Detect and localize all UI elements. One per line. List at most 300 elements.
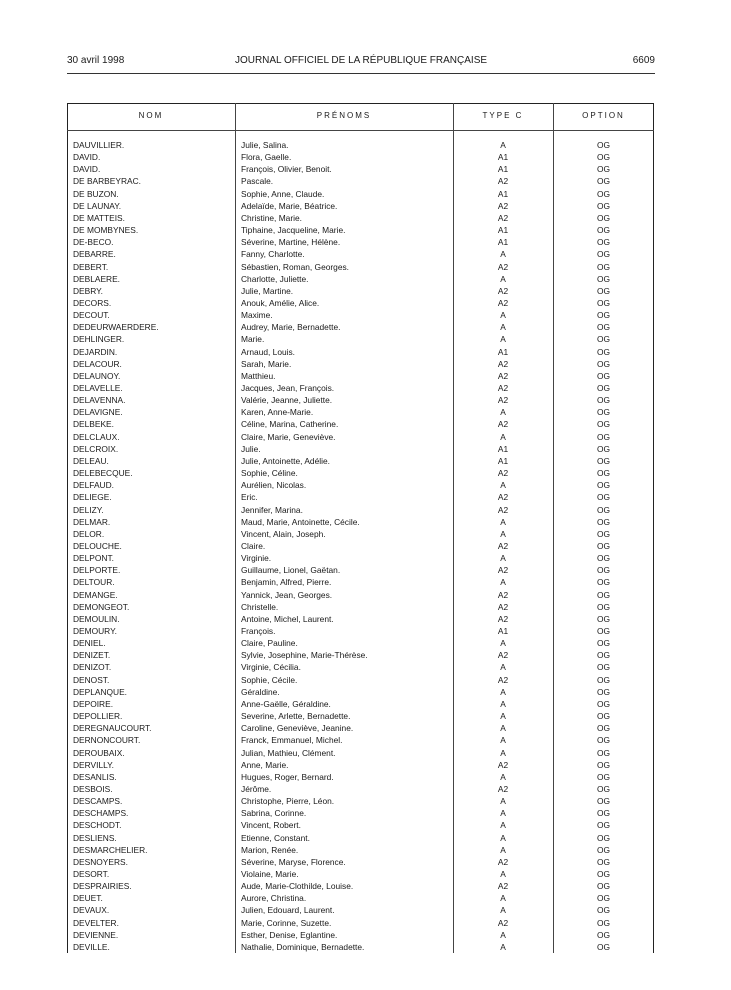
cell-prenoms: Sophie, Cécile. bbox=[241, 674, 298, 685]
table-row bbox=[0, 698, 731, 710]
cell-type: A bbox=[500, 796, 506, 807]
cell-type: A bbox=[500, 941, 506, 952]
cell-prenoms: Géraldine. bbox=[241, 686, 280, 697]
cell-type: A bbox=[500, 577, 506, 588]
cell-type: A bbox=[500, 711, 506, 722]
cell-type: A bbox=[500, 249, 506, 260]
cell-nom: DEJARDIN. bbox=[73, 346, 118, 357]
cell-type: A bbox=[500, 905, 506, 916]
cell-nom: DEMANGE. bbox=[73, 589, 118, 600]
cell-prenoms: Aurore, Christina. bbox=[241, 893, 307, 904]
cell-option: OG bbox=[596, 152, 611, 163]
table-row bbox=[0, 613, 731, 625]
cell-option: OG bbox=[596, 285, 611, 296]
cell-option: OG bbox=[596, 747, 611, 758]
header-rule bbox=[67, 73, 655, 74]
cell-option: OG bbox=[596, 383, 611, 393]
cell-nom: DESMARCHELIER. bbox=[73, 844, 148, 855]
cell-prenoms: Guillaume, Lionel, Gaëtan. bbox=[241, 565, 341, 576]
cell-type: A2 bbox=[497, 200, 509, 211]
cell-option: OG bbox=[596, 723, 611, 734]
cell-option: OG bbox=[596, 674, 611, 685]
column-header-option: OPTION bbox=[582, 111, 625, 120]
cell-prenoms: Caroline, Geneviève, Jeanine. bbox=[241, 723, 354, 734]
cell-type: A2 bbox=[497, 917, 509, 928]
cell-type: A bbox=[500, 686, 506, 697]
cell-type: A bbox=[500, 516, 506, 527]
cell-prenoms: Sabrina, Corinne. bbox=[241, 808, 307, 819]
cell-nom: DE LAUNAY. bbox=[73, 200, 122, 211]
cell-nom: DEMOULIN. bbox=[73, 613, 120, 624]
table-row bbox=[0, 285, 731, 297]
journal-title: JOURNAL OFFICIEL DE LA RÉPUBLIQUE FRANÇAISE bbox=[234, 55, 488, 66]
cell-type: A2 bbox=[497, 504, 509, 515]
cell-type: A2 bbox=[497, 297, 509, 308]
cell-nom: DESCHODT. bbox=[73, 820, 122, 831]
cell-prenoms: Sylvie, Josephine, Marie-Thérèse. bbox=[241, 650, 368, 661]
cell-prenoms: Julie, Salina. bbox=[241, 140, 289, 150]
cell-prenoms: François. bbox=[241, 626, 276, 636]
cell-type: A1 bbox=[497, 455, 509, 466]
cell-prenoms: Maxime. bbox=[241, 310, 273, 321]
cell-option: OG bbox=[596, 273, 611, 284]
cell-type: A bbox=[500, 747, 506, 758]
cell-nom: DELPONT. bbox=[73, 553, 114, 564]
cell-nom: DEVIENNE. bbox=[73, 929, 119, 940]
cell-nom: DELAVELLE. bbox=[73, 383, 123, 393]
cell-type: A2 bbox=[497, 674, 509, 685]
cell-nom: DELAVENNA. bbox=[73, 395, 126, 406]
cell-option: OG bbox=[596, 468, 611, 479]
cell-type: A bbox=[500, 869, 506, 879]
table-row bbox=[0, 783, 731, 795]
cell-option: OG bbox=[596, 528, 611, 539]
cell-option: OG bbox=[596, 176, 611, 187]
table-row bbox=[0, 212, 731, 224]
table-row bbox=[0, 261, 731, 273]
cell-option: OG bbox=[596, 650, 611, 661]
cell-nom: DEPLANQUE. bbox=[73, 686, 127, 697]
cell-prenoms: Vincent, Robert. bbox=[241, 820, 301, 831]
cell-prenoms: Claire, Pauline. bbox=[241, 638, 298, 649]
cell-type: A1 bbox=[497, 626, 509, 636]
cell-type: A bbox=[500, 893, 506, 904]
cell-prenoms: Jacques, Jean, François. bbox=[241, 383, 335, 393]
cell-prenoms: Violaine, Marie. bbox=[241, 869, 299, 879]
cell-prenoms: Julie. bbox=[241, 443, 261, 454]
cell-prenoms: Sarah, Marie. bbox=[241, 358, 292, 369]
cell-type: A1 bbox=[497, 346, 509, 357]
cell-type: A bbox=[500, 638, 506, 649]
table-row bbox=[0, 455, 731, 467]
cell-type: A2 bbox=[497, 468, 509, 479]
table-row bbox=[0, 297, 731, 309]
cell-type: A2 bbox=[497, 601, 509, 612]
cell-nom: DE MOMBYNES. bbox=[73, 225, 139, 236]
table-row bbox=[0, 467, 731, 479]
cell-prenoms: Esther, Denise, Eglantine. bbox=[241, 929, 338, 940]
cell-type: A bbox=[500, 771, 506, 782]
cell-nom: DERVILLY. bbox=[73, 759, 114, 770]
cell-type: A2 bbox=[497, 370, 509, 381]
cell-prenoms: Christelle. bbox=[241, 601, 279, 612]
column-header-prenoms: PRÉNOMS bbox=[316, 111, 372, 120]
cell-option: OG bbox=[596, 820, 611, 831]
cell-nom: DELOUCHE. bbox=[73, 540, 122, 551]
table-row bbox=[0, 309, 731, 321]
cell-option: OG bbox=[596, 358, 611, 369]
cell-prenoms: Maud, Marie, Antoinette, Cécile. bbox=[241, 516, 360, 527]
cell-option: OG bbox=[596, 881, 611, 892]
table-row bbox=[0, 807, 731, 819]
cell-nom: DENOST. bbox=[73, 674, 110, 685]
cell-prenoms: Charlotte, Juliette. bbox=[241, 273, 309, 284]
table-row bbox=[0, 358, 731, 370]
cell-nom: DEBARRE. bbox=[73, 249, 116, 260]
cell-prenoms: Yannick, Jean, Georges. bbox=[241, 589, 333, 600]
cell-type: A bbox=[500, 528, 506, 539]
table-row bbox=[0, 917, 731, 929]
cell-prenoms: Franck, Emmanuel, Michel. bbox=[241, 735, 343, 746]
cell-option: OG bbox=[596, 941, 611, 952]
cell-nom: DESNOYERS. bbox=[73, 856, 128, 867]
table-row bbox=[0, 649, 731, 661]
cell-type: A2 bbox=[497, 613, 509, 624]
cell-nom: DEPOIRE. bbox=[73, 698, 114, 709]
cell-prenoms: Karen, Anne-Marie. bbox=[241, 407, 314, 418]
table-row bbox=[0, 734, 731, 746]
cell-option: OG bbox=[596, 480, 611, 491]
cell-prenoms: Jennifer, Marina. bbox=[241, 504, 303, 515]
cell-prenoms: Audrey, Marie, Bernadette. bbox=[241, 322, 341, 333]
cell-type: A2 bbox=[497, 419, 509, 430]
cell-prenoms: Flora, Gaelle. bbox=[241, 152, 292, 163]
cell-nom: DELPORTE. bbox=[73, 565, 121, 576]
cell-nom: DESANLIS. bbox=[73, 771, 117, 782]
cell-type: A2 bbox=[497, 285, 509, 296]
cell-type: A2 bbox=[497, 565, 509, 576]
cell-option: OG bbox=[596, 407, 611, 418]
cell-nom: DELAUNOY. bbox=[73, 370, 121, 381]
cell-type: A1 bbox=[497, 164, 509, 175]
cell-prenoms: Christophe, Pierre, Léon. bbox=[241, 796, 335, 807]
cell-prenoms: Anne, Marie. bbox=[241, 759, 289, 770]
cell-prenoms: Marie. bbox=[241, 334, 265, 345]
cell-option: OG bbox=[596, 686, 611, 697]
cell-option: OG bbox=[596, 856, 611, 867]
cell-option: OG bbox=[596, 419, 611, 430]
cell-type: A bbox=[500, 310, 506, 321]
table-row bbox=[0, 248, 731, 260]
cell-nom: DELFAUD. bbox=[73, 480, 114, 491]
cell-prenoms: Marion, Renée. bbox=[241, 844, 299, 855]
cell-type: A2 bbox=[497, 589, 509, 600]
cell-option: OG bbox=[596, 346, 611, 357]
column-header-nom: NOM bbox=[138, 111, 164, 120]
cell-type: A2 bbox=[497, 212, 509, 223]
table-row bbox=[0, 370, 731, 382]
cell-option: OG bbox=[596, 589, 611, 600]
table-row bbox=[0, 795, 731, 807]
cell-option: OG bbox=[596, 370, 611, 381]
cell-prenoms: Vincent, Alain, Joseph. bbox=[241, 528, 326, 539]
cell-nom: DEVILLE. bbox=[73, 941, 110, 952]
cell-prenoms: Sophie, Céline. bbox=[241, 468, 298, 479]
cell-prenoms: Julie, Martine. bbox=[241, 285, 294, 296]
cell-option: OG bbox=[596, 322, 611, 333]
table-row bbox=[0, 601, 731, 613]
cell-type: A bbox=[500, 480, 506, 491]
cell-type: A2 bbox=[497, 395, 509, 406]
cell-type: A1 bbox=[497, 443, 509, 454]
table-row bbox=[0, 941, 731, 953]
cell-option: OG bbox=[596, 893, 611, 904]
cell-type: A bbox=[500, 431, 506, 442]
cell-option: OG bbox=[596, 613, 611, 624]
table-row bbox=[0, 856, 731, 868]
cell-option: OG bbox=[596, 200, 611, 211]
table-row bbox=[0, 868, 731, 880]
cell-prenoms: Pascale. bbox=[241, 176, 274, 187]
cell-type: A2 bbox=[497, 881, 509, 892]
table-row bbox=[0, 722, 731, 734]
cell-nom: DERNONCOURT. bbox=[73, 735, 141, 746]
cell-nom: DELEAU. bbox=[73, 455, 109, 466]
cell-type: A2 bbox=[497, 856, 509, 867]
table-header-rule bbox=[67, 130, 654, 131]
cell-option: OG bbox=[596, 759, 611, 770]
table-row bbox=[0, 904, 731, 916]
cell-nom: DE-BECO. bbox=[73, 237, 114, 248]
cell-option: OG bbox=[596, 225, 611, 236]
cell-type: A bbox=[500, 698, 506, 709]
table-row bbox=[0, 273, 731, 285]
cell-type: A2 bbox=[497, 492, 509, 503]
table-row bbox=[0, 771, 731, 783]
cell-option: OG bbox=[596, 565, 611, 576]
cell-nom: DELEBECQUE. bbox=[73, 468, 133, 479]
table-row bbox=[0, 552, 731, 564]
cell-type: A bbox=[500, 662, 506, 673]
cell-prenoms: Julien, Edouard, Laurent. bbox=[241, 905, 335, 916]
cell-type: A bbox=[500, 723, 506, 734]
cell-nom: DELTOUR. bbox=[73, 577, 115, 588]
table-row bbox=[0, 382, 731, 394]
table-row bbox=[0, 394, 731, 406]
cell-prenoms: Virginie, Cécilia. bbox=[241, 662, 301, 673]
cell-option: OG bbox=[596, 808, 611, 819]
table-row bbox=[0, 163, 731, 175]
cell-prenoms: Anouk, Amélie, Alice. bbox=[241, 297, 320, 308]
table-row bbox=[0, 188, 731, 200]
cell-type: A bbox=[500, 322, 506, 333]
cell-type: A bbox=[500, 273, 506, 284]
cell-nom: DAVID. bbox=[73, 164, 101, 175]
cell-type: A1 bbox=[497, 225, 509, 236]
cell-prenoms: Séverine, Martine, Hélène. bbox=[241, 237, 341, 248]
cell-type: A bbox=[500, 820, 506, 831]
cell-nom: DECOUT. bbox=[73, 310, 110, 321]
cell-option: OG bbox=[596, 711, 611, 722]
page-number: 6609 bbox=[632, 55, 655, 66]
cell-option: OG bbox=[596, 516, 611, 527]
cell-option: OG bbox=[596, 698, 611, 709]
table-row bbox=[0, 661, 731, 673]
cell-type: A bbox=[500, 553, 506, 564]
table-row bbox=[0, 175, 731, 187]
table-row bbox=[0, 224, 731, 236]
cell-option: OG bbox=[596, 164, 611, 175]
cell-option: OG bbox=[596, 431, 611, 442]
cell-nom: DE BARBEYRAC. bbox=[73, 176, 141, 187]
cell-prenoms: Adelaïde, Marie, Béatrice. bbox=[241, 200, 338, 211]
cell-prenoms: Sophie, Anne, Claude. bbox=[241, 188, 325, 199]
cell-nom: DENIZOT. bbox=[73, 662, 112, 673]
cell-nom: DENIEL. bbox=[73, 638, 106, 649]
cell-nom: DAUVILLIER. bbox=[73, 140, 125, 150]
cell-option: OG bbox=[596, 140, 611, 150]
table-row bbox=[0, 491, 731, 503]
cell-option: OG bbox=[596, 796, 611, 807]
cell-option: OG bbox=[596, 662, 611, 673]
cell-nom: DEVELTER. bbox=[73, 917, 119, 928]
cell-prenoms: Etienne, Constant. bbox=[241, 832, 310, 843]
cell-option: OG bbox=[596, 540, 611, 551]
cell-prenoms: Benjamin, Alfred, Pierre. bbox=[241, 577, 332, 588]
cell-prenoms: Jérôme. bbox=[241, 783, 272, 794]
cell-nom: DESORT. bbox=[73, 869, 110, 879]
cell-prenoms: Matthieu. bbox=[241, 370, 276, 381]
cell-option: OG bbox=[596, 844, 611, 855]
cell-option: OG bbox=[596, 334, 611, 345]
cell-option: OG bbox=[596, 638, 611, 649]
table-row bbox=[0, 674, 731, 686]
cell-prenoms: Aude, Marie-Clothilde, Louise. bbox=[241, 881, 354, 892]
cell-nom: DEREGNAUCOURT. bbox=[73, 723, 152, 734]
cell-type: A bbox=[500, 407, 506, 418]
cell-nom: DEMOURY. bbox=[73, 626, 117, 636]
cell-nom: DELIEGE. bbox=[73, 492, 112, 503]
cell-prenoms: Anne-Gaëlle, Géraldine. bbox=[241, 698, 331, 709]
cell-option: OG bbox=[596, 905, 611, 916]
cell-option: OG bbox=[596, 455, 611, 466]
table-row bbox=[0, 528, 731, 540]
cell-option: OG bbox=[596, 395, 611, 406]
cell-nom: DEHLINGER. bbox=[73, 334, 125, 345]
table-row bbox=[0, 819, 731, 831]
cell-nom: DELOR. bbox=[73, 528, 105, 539]
table-row bbox=[0, 200, 731, 212]
cell-type: A2 bbox=[497, 358, 509, 369]
table-row bbox=[0, 479, 731, 491]
cell-option: OG bbox=[596, 577, 611, 588]
cell-type: A bbox=[500, 929, 506, 940]
cell-type: A bbox=[500, 808, 506, 819]
table-row bbox=[0, 832, 731, 844]
table-row bbox=[0, 576, 731, 588]
cell-option: OG bbox=[596, 297, 611, 308]
cell-option: OG bbox=[596, 310, 611, 321]
cell-nom: DEBLAERE. bbox=[73, 273, 121, 284]
cell-prenoms: Hugues, Roger, Bernard. bbox=[241, 771, 334, 782]
table-row bbox=[0, 443, 731, 455]
cell-prenoms: Séverine, Maryse, Florence. bbox=[241, 856, 346, 867]
table-row bbox=[0, 333, 731, 345]
table-row bbox=[0, 516, 731, 528]
cell-type: A2 bbox=[497, 176, 509, 187]
cell-option: OG bbox=[596, 504, 611, 515]
cell-nom: DESLIENS. bbox=[73, 832, 117, 843]
cell-option: OG bbox=[596, 249, 611, 260]
cell-nom: DEBRY. bbox=[73, 285, 103, 296]
cell-type: A bbox=[500, 844, 506, 855]
cell-prenoms: Arnaud, Louis. bbox=[241, 346, 296, 357]
page-header bbox=[67, 55, 655, 71]
cell-option: OG bbox=[596, 626, 611, 636]
cell-nom: DENIZET. bbox=[73, 650, 111, 661]
table-row bbox=[0, 880, 731, 892]
cell-option: OG bbox=[596, 869, 611, 879]
cell-prenoms: Nathalie, Dominique, Bernadette. bbox=[241, 941, 365, 952]
cell-prenoms: Julian, Mathieu, Clément. bbox=[241, 747, 336, 758]
cell-nom: DEPOLLIER. bbox=[73, 711, 123, 722]
cell-prenoms: Sébastien, Roman, Georges. bbox=[241, 261, 350, 272]
table-row bbox=[0, 406, 731, 418]
table-row bbox=[0, 747, 731, 759]
cell-nom: DESPRAIRIES. bbox=[73, 881, 132, 892]
table-row bbox=[0, 625, 731, 637]
cell-nom: DEMONGEOT. bbox=[73, 601, 130, 612]
table-row bbox=[0, 540, 731, 552]
table-row bbox=[0, 929, 731, 941]
cell-nom: DESCAMPS. bbox=[73, 796, 123, 807]
cell-option: OG bbox=[596, 443, 611, 454]
cell-prenoms: François, Olivier, Benoit. bbox=[241, 164, 332, 175]
cell-option: OG bbox=[596, 237, 611, 248]
cell-type: A bbox=[500, 334, 506, 345]
table-row bbox=[0, 418, 731, 430]
cell-nom: DESBOIS. bbox=[73, 783, 113, 794]
cell-prenoms: Virginie. bbox=[241, 553, 272, 564]
table-row bbox=[0, 892, 731, 904]
cell-option: OG bbox=[596, 212, 611, 223]
cell-prenoms: Marie, Corinne, Suzette. bbox=[241, 917, 332, 928]
cell-nom: DELCROIX. bbox=[73, 443, 119, 454]
cell-option: OG bbox=[596, 771, 611, 782]
cell-prenoms: Tiphaine, Jacqueline, Marie. bbox=[241, 225, 346, 236]
cell-prenoms: Eric. bbox=[241, 492, 258, 503]
cell-type: A2 bbox=[497, 261, 509, 272]
table-row bbox=[0, 564, 731, 576]
table-row bbox=[0, 710, 731, 722]
cell-nom: DEBERT. bbox=[73, 261, 109, 272]
cell-nom: DEROUBAIX. bbox=[73, 747, 125, 758]
table-row bbox=[0, 589, 731, 601]
cell-prenoms: Antoine, Michel, Laurent. bbox=[241, 613, 334, 624]
cell-prenoms: Christine, Marie. bbox=[241, 212, 302, 223]
cell-nom: DEVAUX. bbox=[73, 905, 110, 916]
cell-prenoms: Julie, Antoinette, Adélie. bbox=[241, 455, 330, 466]
cell-prenoms: Claire, Marie, Geneviève. bbox=[241, 431, 336, 442]
cell-type: A2 bbox=[497, 759, 509, 770]
cell-nom: DE MATTEIS. bbox=[73, 212, 125, 223]
cell-option: OG bbox=[596, 783, 611, 794]
cell-prenoms: Céline, Marina, Catherine. bbox=[241, 419, 339, 430]
table-row bbox=[0, 321, 731, 333]
cell-type: A1 bbox=[497, 188, 509, 199]
cell-type: A bbox=[500, 832, 506, 843]
cell-type: A1 bbox=[497, 152, 509, 163]
